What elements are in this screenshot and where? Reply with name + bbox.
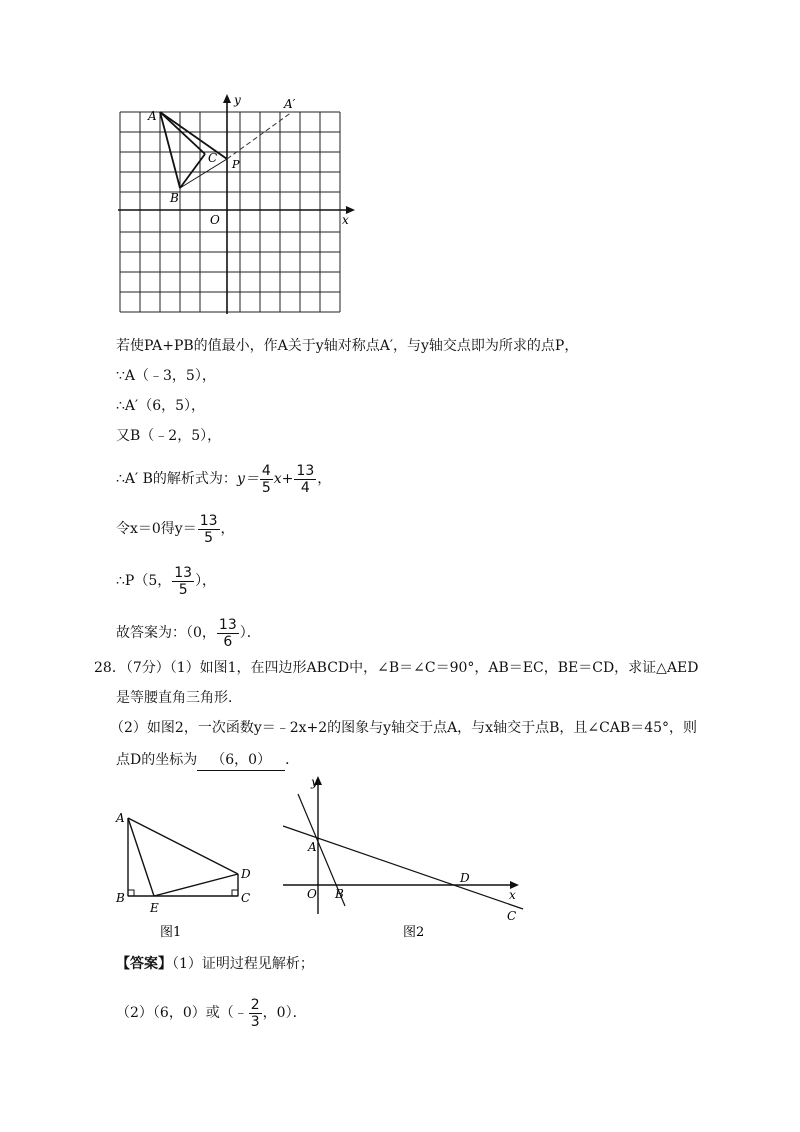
problem-28-line-4	[116, 750, 299, 771]
label-a-prime: A′	[284, 97, 296, 111]
line7-end: ），	[195, 573, 217, 589]
label-y: y	[234, 93, 241, 107]
answer-part-1: （1）证明过程见解析；	[172, 956, 314, 972]
label-a: A	[148, 109, 157, 123]
solution-line-5	[116, 460, 331, 498]
y-axis-arrow	[223, 94, 231, 103]
fraction-numerator: 2	[250, 996, 260, 1013]
fig2-label-c: C	[507, 909, 517, 923]
fraction-13-5-p	[172, 565, 194, 598]
fig2-caption: 图2	[403, 925, 425, 940]
fraction-denominator: 5	[178, 581, 188, 598]
fraction-numerator: 13	[174, 564, 193, 581]
fraction-numerator: 13	[218, 616, 237, 633]
solution-line-3: ∴A′（6，5），	[116, 398, 206, 414]
fraction-numerator: 13	[296, 462, 315, 479]
answer-line-2	[116, 994, 307, 1032]
right-angle-c	[232, 890, 238, 896]
label-p: P	[232, 158, 240, 171]
right-angle-b	[128, 890, 134, 896]
fraction-13-4	[294, 463, 316, 496]
fig2-label-a: A	[308, 840, 317, 854]
label-c: C	[208, 151, 218, 165]
answer-part-2-end: ，0）．	[262, 1005, 307, 1021]
answer-part-2-prefix: （2）（6，0）或（﹣	[116, 1005, 248, 1021]
solution-line-8	[116, 614, 261, 652]
label-o: O	[210, 213, 220, 227]
fig2-label-x: x	[509, 888, 516, 902]
fig1-label-e: E	[150, 901, 159, 915]
line5-end: ，	[317, 471, 332, 487]
line4-end: ．	[285, 752, 300, 768]
line8-end: ）．	[239, 625, 261, 641]
fraction-4-5	[260, 463, 273, 496]
answer-label: 【答案】	[116, 956, 172, 972]
fraction-13-6	[217, 617, 239, 650]
fraction-denominator: 6	[223, 633, 233, 650]
problem-28-line-3: （2）如图2，一次函数y＝﹣2x+2的图象与y轴交于点A，与x轴交于点B，且∠CAB＝45°，则	[110, 720, 698, 736]
solution-line-2: ∵A（﹣3，5），	[116, 368, 216, 384]
line-b-p	[180, 159, 227, 188]
line5-prefix: ∴A′ B的解析式为：	[116, 471, 237, 487]
problem-28-line-2: 是等腰直角三角形．	[116, 690, 242, 706]
solution-line-4: 又B（﹣2，5），	[116, 428, 222, 444]
fig1-label-a: A	[116, 811, 125, 825]
solution-line-7	[116, 562, 216, 600]
line6-prefix: 令x＝0得y＝	[116, 521, 197, 537]
line4-prefix: 点D的坐标为	[116, 752, 198, 768]
triangle-abc	[160, 112, 227, 188]
answer-line-1	[116, 954, 314, 974]
fraction-denominator: 4	[300, 479, 310, 496]
label-b: B	[170, 191, 179, 205]
fig1-label-d: D	[241, 867, 251, 881]
figure-2	[275, 772, 535, 948]
line5-y: y＝	[236, 471, 259, 487]
fig1-label-c: C	[241, 891, 251, 905]
fig2-label-o: O	[307, 887, 317, 901]
fraction-numerator: 13	[199, 512, 218, 529]
fraction-2-3	[249, 997, 262, 1030]
solution-line-6	[116, 510, 235, 548]
fraction-denominator: 5	[261, 479, 271, 496]
grid-figure	[110, 92, 360, 322]
line7-prefix: ∴P（5，	[116, 573, 172, 589]
fig1-label-b: B	[116, 891, 125, 905]
problem-28-line-1: 28．（7分）（1）如图1，在四边形ABCD中，∠B＝∠C＝90°，AB＝EC，BE＝CD，求证△AED	[94, 660, 699, 676]
fig2-label-b: B	[335, 887, 344, 901]
label-x: x	[342, 213, 349, 227]
grid-lines	[120, 112, 340, 312]
line6-end: ，	[220, 521, 235, 537]
fraction-13-5	[198, 513, 220, 546]
line8-prefix: 故答案为：（0，	[116, 625, 216, 641]
fraction-numerator: 4	[261, 462, 271, 479]
fraction-denominator: 5	[204, 529, 214, 546]
fraction-denominator: 3	[250, 1013, 260, 1030]
fig2-label-y: y	[311, 775, 318, 789]
figure-1	[110, 808, 270, 948]
fig2-label-d: D	[460, 871, 470, 885]
solution-line-1: 若使PA+PB的值最小，作A关于y轴对称点A′，与y轴交点即为所求的点P，	[116, 338, 579, 354]
fig2-line-ac	[283, 826, 523, 909]
line5-mid: x+	[273, 471, 294, 487]
fig1-caption: 图1	[160, 925, 182, 940]
answer-blank: （6，0）	[197, 750, 285, 771]
